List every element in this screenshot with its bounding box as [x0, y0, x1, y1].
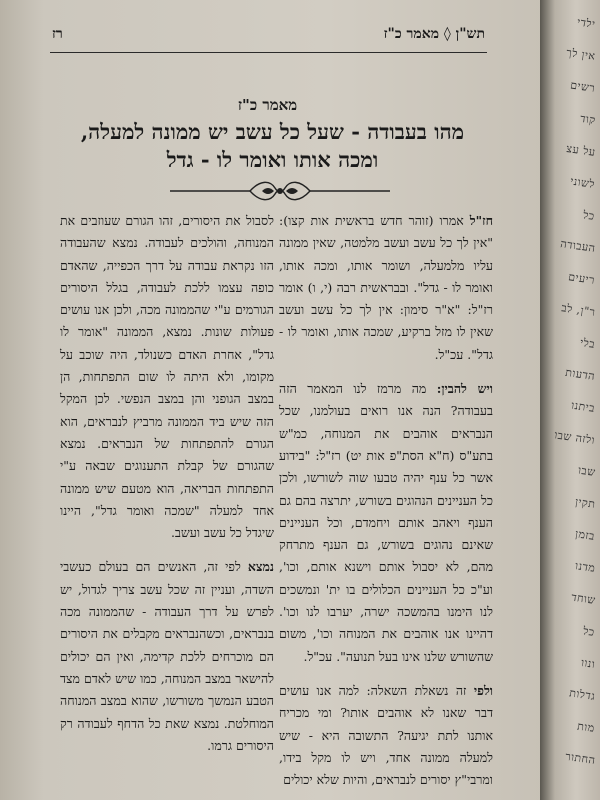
adjacent-page-fragment: אין לך — [565, 45, 596, 63]
running-head — [52, 26, 485, 46]
adjacent-page-fragment: גדלות — [568, 686, 596, 703]
paragraph-text: לפי זה, האנשים הם בעולם כעשבי השדה, ועניין זה שכל עשב צריך לגדול, יש לפרש על דרך העבודה - שהממונה מכה בנבראים, וכשהנבראים מקבלים את היסורים הם מוכרחים ללכת קדימה, ואין הם יכולים להישאר במצב המנוחה, כמו שיש לאדם מצד הטבע הנמשך משורשו, שהוא במצב המנוחה המוחלטת. נמצא שאת כל הדחף לעבודה רק היסורים גרמו. — [60, 559, 274, 753]
adjacent-page-fragment: כל — [582, 624, 596, 639]
adjacent-page-fragment: החתור — [564, 749, 596, 767]
adjacent-page-fragment: ר"ן, לב — [560, 301, 596, 319]
adjacent-page-fragment: העבודה — [559, 237, 596, 255]
article-title-line-2: ומכה אותו ואומר לו - גדל — [166, 147, 379, 172]
text-column-right — [279, 210, 493, 791]
paragraph-text: לסבול את היסורים, זהו הגורם שעוזבים את המנוחה, והולכים לעבודה. נמצא שהעבודה הזו נקראת עבודה על דרך הכפייה, שהאדם כופה עצמו ללכת לעבודה, בגלל היסורים הגורמים ע"י שהממונה מכה, ולכן אנו עושים פעולות שונות. נמצא, הממונה "אומר לו גדל", אחרת האדם כשנולד, היה שוכב על מקומו, ולא היתה לו שום התפתחות, הן במצב הגופני והן במצב הנפשי. לכן המקל הזה שיש ביד הממונה מרביץ לנבראים, הוא הגורם להתפתחות של הנבראים. נמצא שהגורם של קבלת התענוגים שבאה ע"י התפתחות הבריאה, הוא מטעם שיש ממונה אחד למעלה "שמכה ואומר גדל", היינו שיגדל כל עשב ועשב. — [60, 213, 274, 541]
adjacent-page-fragment: כל — [582, 208, 596, 223]
adjacent-page-fragment: ריעים — [567, 270, 596, 287]
paragraph — [279, 210, 493, 366]
adjacent-page-fragment: בזמן — [574, 527, 596, 543]
adjacent-page-fragment: תקין — [574, 495, 596, 511]
paragraph-text: אמרו (זוהר חדש בראשית אות קצו): "אין לך כל עשב ועשב מלמטה, שאין ממונה עליו מלמעלה, ושומר אותו, ומכה אותו, ואומר לו - גדל". ובבראשית רבה (י, ו) אומר רז"ל: "א"ר סימון: אין לך כל עשב ועשב שאין לו מזל ברקיע, שמכה אותו, ואומר לו - גדל". עכ"ל. — [279, 213, 493, 362]
adjacent-page-fragment: ביתנו — [570, 398, 596, 415]
article-title — [70, 118, 475, 174]
adjacent-page-fragment: מדנו — [574, 559, 596, 575]
paragraph — [279, 680, 493, 791]
adjacent-page-fragment: לשוני — [569, 174, 596, 191]
adjacent-page-fragment: קוד — [578, 111, 596, 127]
paragraph — [279, 378, 493, 668]
header-rule — [50, 52, 487, 53]
adjacent-page-fragment: בלי — [579, 335, 596, 351]
adjacent-page-fragment: שבו — [576, 463, 596, 479]
adjacent-page-fragment: מות — [576, 719, 596, 735]
adjacent-page-edge — [540, 0, 600, 800]
paragraph-lead-word: חז"ל — [469, 213, 493, 228]
paragraph-text: מה מרמז לנו המאמר הזה בעבודה? הנה אנו רואים בעולמנו, שכל הנבראים אוהבים את המנוחה, כמ"ש בתע"ס (ח"א הסת"פ אות יט) רז"ל: "בידוע אשר כל ענף יהיה טבעו שוה לשורשו, ולכן כל העניינים הנהוגים בשורש, יתרצה בהם גם הענף ויאהב אותם ויחמדם, וכל העניינים שאינם נהוגים בשורש, גם הענף מתרחק מהם, לא יסבול אותם וישנא אותם, וכו', וע"כ כל העניינים הכלולים בו ית' ונמשכים לנו הימנו בהמשכה ישרה, יערבו לנו וכו'. דהיינו אנו אוהבים את המנוחה וכו', משום שהשורש שלנו אינו בעל תנועה". עכ"ל. — [279, 381, 493, 664]
adjacent-page-fragment: ילדי — [576, 15, 596, 31]
adjacent-page-fragment: הדעות — [564, 365, 596, 383]
page-number: רז — [52, 26, 63, 42]
adjacent-page-fragment: שוחד — [570, 590, 596, 607]
article-title-line-1: מהו בעבודה - שעל כל עשב יש ממונה למעלה, — [80, 119, 465, 144]
adjacent-page-fragment: ולזה שבו — [553, 428, 596, 447]
paragraph — [60, 556, 274, 757]
paragraph-lead-word: נמצא — [247, 559, 274, 575]
running-head-title: תש"ן ◊ מאמר כ"ז — [383, 26, 485, 42]
adjacent-page-fragment: ונוו — [580, 656, 596, 671]
article-number: מאמר כ"ז — [237, 96, 298, 114]
text-column-left — [60, 210, 274, 757]
paragraph-lead-word: ולפי — [473, 682, 493, 698]
adjacent-page-fragment: על עצ — [565, 141, 596, 159]
paragraph — [60, 210, 274, 544]
ornament-divider-icon — [170, 178, 390, 204]
paragraph-text: זה נשאלת השאלה: למה אנו עושים דבר שאנו לא אוהבים אותו? ומי מכריח אותנו לתת יגיעה? התשובה היא - שיש למעלה ממונה אחד, ויש לו מקל בידו, ומרבי"ץ יסורים לנבראים, והיות שלא יכולים — [279, 682, 493, 788]
paragraph-lead-word: ויש להבין: — [436, 381, 493, 397]
adjacent-page-fragment: רשים — [569, 78, 596, 95]
